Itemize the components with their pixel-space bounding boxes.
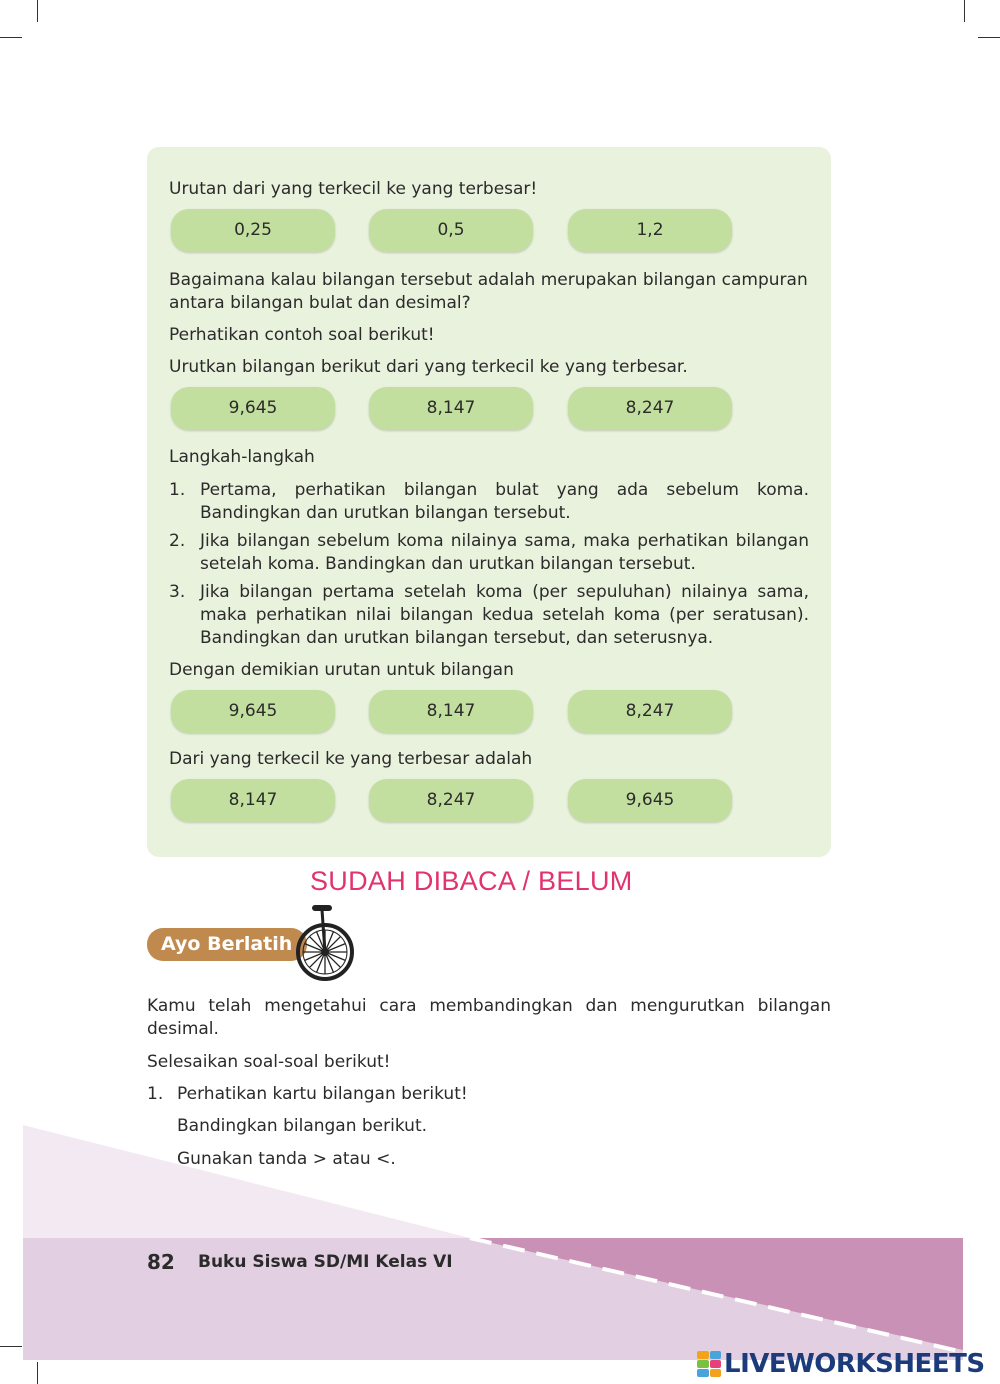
section-paragraph-line-1: Kamu telah mengetahui cara membandingkan dan mengurutkan bilangan (147, 996, 831, 1016)
step-number: 1. (169, 480, 186, 500)
number-card: 1,2 (568, 209, 732, 252)
question-number: 1. (147, 1084, 164, 1104)
therefore-line: Dengan demikian urutan untuk bilangan (169, 660, 514, 680)
question-sub-1: Bandingkan bilangan berikut. (177, 1116, 428, 1136)
number-card: 0,5 (369, 209, 533, 252)
footer-decoration (0, 1110, 1000, 1384)
number-card: 8,147 (369, 690, 533, 733)
step-number: 3. (169, 582, 186, 602)
read-status-stamp[interactable]: SUDAH DIBACA / BELUM (310, 866, 633, 896)
box-heading: Urutan dari yang terkecil ke yang terbesar! (169, 179, 538, 199)
liveworksheets-watermark (697, 1349, 985, 1379)
section-instruction: Selesaikan soal-soal berikut! (147, 1052, 391, 1072)
number-card: 0,25 (171, 209, 335, 252)
number-card: 9,645 (171, 387, 335, 430)
section-badge: Ayo Berlatih (147, 928, 307, 961)
list-item (169, 530, 809, 576)
crop-mark (964, 0, 965, 22)
steps-list (169, 479, 809, 655)
section-paragraph-line-2: desimal. (147, 1019, 219, 1039)
instruction: Urutkan bilangan berikut dari yang terkecil ke yang terbesar. (169, 357, 688, 377)
number-card: 8,247 (568, 387, 732, 430)
book-title: Buku Siswa SD/MI Kelas VI (198, 1252, 453, 1272)
unicycle-icon (290, 900, 360, 985)
result-label: Dari yang terkecil ke yang terbesar adalah (169, 749, 533, 769)
steps-title: Langkah-langkah (169, 447, 315, 467)
crop-mark (978, 37, 1000, 38)
number-card: 9,645 (171, 690, 335, 733)
step-number: 2. (169, 531, 186, 551)
example-intro: Perhatikan contoh soal berikut! (169, 325, 435, 345)
question-sub-2: Gunakan tanda > atau <. (177, 1149, 396, 1169)
question-line-1: Bagaimana kalau bilangan tersebut adalah merupakan bilangan campuran (169, 270, 808, 290)
liveworksheets-logo-icon (697, 1351, 721, 1377)
page-number: 82 (147, 1250, 175, 1274)
question-text: Perhatikan kartu bilangan berikut! (177, 1084, 468, 1104)
step-text: Jika bilangan sebelum koma nilainya sama, maka perhatikan bilangan setelah koma. Bandingkan dan urutkan bilangan tersebut. (200, 531, 809, 574)
number-card: 9,645 (568, 779, 732, 822)
step-text: Jika bilangan pertama setelah koma (per sepuluhan) nilainya sama, maka perhatikan nilai bilangan kedua setelah koma (per seratusan). Bandingkan dan urutkan bilangan tersebut, dan seterusnya. (200, 582, 809, 648)
list-item (169, 581, 809, 650)
number-card: 8,147 (171, 779, 335, 822)
number-card: 8,147 (369, 387, 533, 430)
list-item (169, 479, 809, 525)
number-card: 8,247 (369, 779, 533, 822)
crop-mark (0, 37, 22, 38)
number-card: 8,247 (568, 690, 732, 733)
question-line-2: antara bilangan bulat dan desimal? (169, 293, 471, 313)
step-text: Pertama, perhatikan bilangan bulat yang ada sebelum koma. Bandingkan dan urutkan bilangan tersebut. (200, 480, 809, 523)
crop-mark (37, 0, 38, 22)
liveworksheets-brand: LIVEWORKSHEETS (724, 1349, 985, 1379)
